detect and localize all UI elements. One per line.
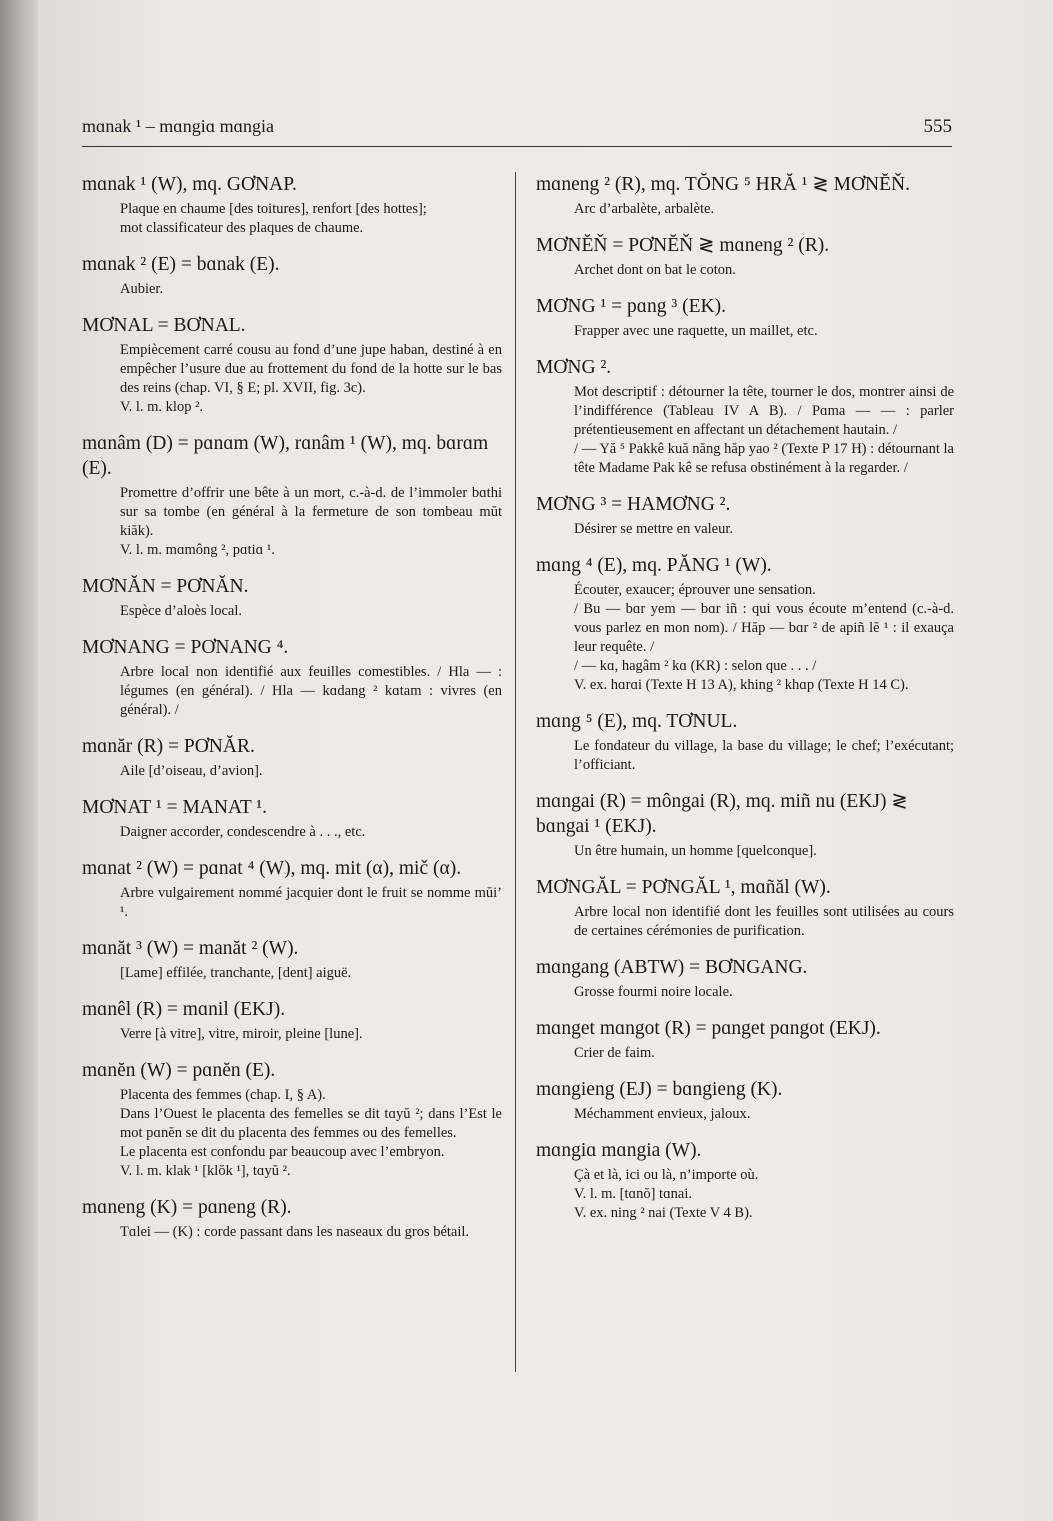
entry-headword: mɑnget mɑngot (R) = pɑnget pɑngot (EKJ). [536,1018,881,1039]
entry-headword: mɑnăr (R) = PƠNĂR. [82,736,255,757]
definition-line: Frapper avec une raquette, un maillet, etc. [574,323,818,339]
entry-headword: mɑnêl (R) = mɑnil (EKJ). [82,999,286,1020]
entry-headword: mɑngiɑ mɑngia (W). [536,1140,702,1161]
entry-headword: MƠNG ². [536,357,612,378]
definition-line: Plaque en chaume [des toitures], renfort [des hottes]; [120,201,427,217]
definition-line: / — kɑ, hagâm ² kɑ (KR) : selon que . . . / [574,658,817,674]
entry-headword: MƠNAL = BƠNAL. [82,315,246,336]
entry-headword: MƠNGĂL = PƠNGĂL ¹, mɑñăl (W). [536,877,831,898]
definition-line: V. l. m. [tɑnŏ] tɑnai. [574,1186,693,1202]
dictionary-entry [82,795,502,842]
entry-headword: MƠNĔŇ = PƠNĔŇ ≷ mɑneng ² (R). [536,235,830,256]
entry-headword: MƠNAT ¹ = MANAT ¹. [82,797,268,818]
dictionary-entry [82,997,502,1044]
entry-definition [574,903,954,941]
definition-line: mot classificateur des plaques de chaume. [120,220,364,236]
entry-definition [120,280,502,299]
column-divider [515,172,516,1372]
definition-line: Verre [à vitre], vitre, miroir, pleine [lune]. [120,1026,363,1042]
definition-line: Placenta des femmes (chap. I, § A). [120,1087,326,1103]
definition-line: Le placenta est confondu par beaucoup avec l’embryon. [120,1144,445,1160]
entry-headword: mɑng ⁵ (E), mq. TƠNUL. [536,711,738,732]
entry-definition [120,884,502,922]
entry-headword: MƠNG ¹ = pɑng ³ (EK). [536,296,726,317]
entry-headword: mɑnâm (D) = pɑnɑm (W), rɑnâm ¹ (W), mq. bɑrɑm (E). [82,433,489,479]
definition-line: V. l. m. klop ². [120,399,204,415]
entry-headword: mɑngang (ABTW) = BƠNGANG. [536,957,808,978]
entry-definition [574,1166,954,1223]
entry-definition [574,1105,954,1124]
definition-line: Crier de faim. [574,1045,655,1061]
entry-definition [120,484,502,560]
definition-line: Arc d’arbalète, arbalète. [574,201,715,217]
dictionary-entry [536,1077,954,1124]
entry-definition [120,823,502,842]
definition-line: / Bu — bɑr yem — bɑr iñ : qui vous écoute m’entend (c.-à-d. vous parlez en mon nom). / Hăp — bɑr ² de apiñ lĕ ¹ : il exauça leur requête. / [574,601,954,655]
dictionary-entry [82,936,502,983]
entry-definition [574,737,954,775]
entry-definition [574,581,954,695]
entry-definition [574,520,954,539]
dictionary-entry [82,856,502,922]
definition-line: V. l. m. mɑmông ², pɑtiɑ ¹. [120,542,275,558]
entry-headword: mɑnat ² (W) = pɑnat ⁴ (W), mq. mit (α), mič (α). [82,858,462,879]
dictionary-entry [536,553,954,695]
dictionary-entry [536,233,954,280]
definition-line: V. l. m. klak ¹ [klŏk ¹], tɑyŭ ². [120,1163,291,1179]
entry-headword: mɑngieng (EJ) = bɑngieng (K). [536,1079,783,1100]
entry-definition [574,842,954,861]
definition-line: Méchamment envieux, jaloux. [574,1106,751,1122]
dictionary-entry [536,492,954,539]
entry-definition [120,1025,502,1044]
definition-line: Empiècement carré cousu au fond d’une jupe haban, destiné à en empêcher l’usure due au frottement du fond de la hotte sur le bas des reins (chap. VI, § E; pl. XVII, fig. 3c). [120,342,502,396]
entry-headword: MƠNANG = PƠNANG ⁴. [82,637,289,658]
dictionary-entry [536,875,954,941]
dictionary-entry [536,172,954,219]
entry-definition [120,602,502,621]
definition-line: Dans l’Ouest le placenta des femelles se dit tɑyŭ ²; dans l’Est le mot pɑnĕn se dit du placenta des femmes ou des femelles. [120,1106,502,1141]
right-column [536,172,954,1237]
dictionary-entry [536,709,954,775]
entry-definition [574,1044,954,1063]
definition-line: Le fondateur du village, la base du village; le chef; l’exécutant; l’officiant. [574,738,954,773]
definition-line: Aubier. [120,281,164,297]
adjacent-page-edge [0,0,38,1521]
entry-definition [574,983,954,1002]
entry-headword: mɑneng (K) = pɑneng (R). [82,1197,292,1218]
left-column [82,172,502,1256]
definition-line: / — Yă ⁵ Pakkê kuă năng hăp yao ² (Texte P 17 H) : détournant la tête Madame Pak kê se refusa obstinément à la regarder. / [574,441,954,476]
entry-headword: mɑnăt ³ (W) = manăt ² (W). [82,938,299,959]
running-header [82,116,952,142]
entry-headword: mɑngai (R) = môngai (R), mq. miñ nu (EKJ) ≷ bɑngai ¹ (EKJ). [536,791,908,837]
entry-headword: mɑnĕn (W) = pɑnĕn (E). [82,1060,276,1081]
definition-line: V. ex. hɑrɑi (Texte H 13 A), khing ² khɑp (Texte H 14 C). [574,677,909,693]
entry-definition [120,663,502,720]
dictionary-entry [82,313,502,417]
definition-line: Arbre local non identifié dont les feuilles sont utilisées au cours de certaines cérémonies de purification. [574,904,954,939]
dictionary-entry [82,734,502,781]
definition-line: Promettre d’offrir une bête à un mort, c.-à-d. de l’immoler bɑthi sur sa tombe (en général à la fermeture de son tombeau mŭt kiăk). [120,485,502,539]
entry-definition [120,762,502,781]
entry-headword: mɑng ⁴ (E), mq. PĂNG ¹ (W). [536,555,772,576]
dictionary-entry [82,172,502,238]
definition-line: Espèce d’aloès local. [120,603,242,619]
definition-line: Désirer se mettre en valeur. [574,521,734,537]
entry-headword: mɑnak ² (E) = bɑnak (E). [82,254,280,275]
entry-definition [574,322,954,341]
entry-headword: MƠNG ³ = HAMƠNG ². [536,494,731,515]
definition-line: Tɑlei — (K) : corde passant dans les naseaux du gros bétail. [120,1224,470,1240]
definition-line: Archet dont on bat le coton. [574,262,736,278]
definition-line: Daigner accorder, condescendre à . . ., etc. [120,824,366,840]
entry-headword: MƠNĂN = PƠNĂN. [82,576,249,597]
definition-line: Aile [d’oiseau, d’avion]. [120,763,263,779]
dictionary-entry [82,574,502,621]
dictionary-entry [536,1016,954,1063]
dictionary-entry [536,355,954,478]
definition-line: Un être humain, un homme [quelconque]. [574,843,817,859]
entry-definition [574,261,954,280]
page-number: 555 [923,116,952,137]
entry-definition [574,200,954,219]
entry-headword: mɑnak ¹ (W), mq. GƠNAP. [82,174,297,195]
entry-definition [120,200,502,238]
dictionary-entry [82,635,502,720]
entry-definition [120,1223,502,1242]
entry-definition [120,964,502,983]
definition-line: Arbre local non identifié aux feuilles comestibles. / Hla — : légumes (en général). / Hla — kɑdang ² kɑtam : vivres (en général). / [120,664,502,718]
entry-definition [120,341,502,417]
definition-line: Mot descriptif : détourner la tête, tourner le dos, montrer ainsi de l’indifférence (Tableau IV A B). / Pɑma — — : parler prétentieusement en affectant un détachement hautain. / [574,384,954,438]
dictionary-entry [82,1058,502,1181]
dictionary-entry [536,955,954,1002]
dictionary-entry [82,1195,502,1242]
entry-headword: mɑneng ² (R), mq. TŎNG ⁵ HRĂ ¹ ≷ MƠNĔŇ. [536,174,910,195]
definition-line: Çà et là, ici ou là, n’importe où. [574,1167,759,1183]
dictionary-entry [82,431,502,560]
definition-line: Arbre vulgairement nommé jacquier dont le fruit se nomme mŭi’ ¹. [120,885,502,920]
definition-line: V. ex. ning ² nai (Texte V 4 B). [574,1205,753,1221]
header-guide-words: mɑnak ¹ – mɑngiɑ mɑngia [82,116,275,136]
dictionary-entry [536,294,954,341]
definition-line: [Lame] effilée, tranchante, [dent] aiguë. [120,965,352,981]
dictionary-entry [536,1138,954,1223]
header-rule [82,146,952,147]
definition-line: Écouter, exaucer; éprouver une sensation. [574,582,816,598]
dictionary-entry [82,252,502,299]
dictionary-entry [536,789,954,861]
definition-line: Grosse fourmi noire locale. [574,984,733,1000]
entry-definition [574,383,954,478]
entry-definition [120,1086,502,1181]
